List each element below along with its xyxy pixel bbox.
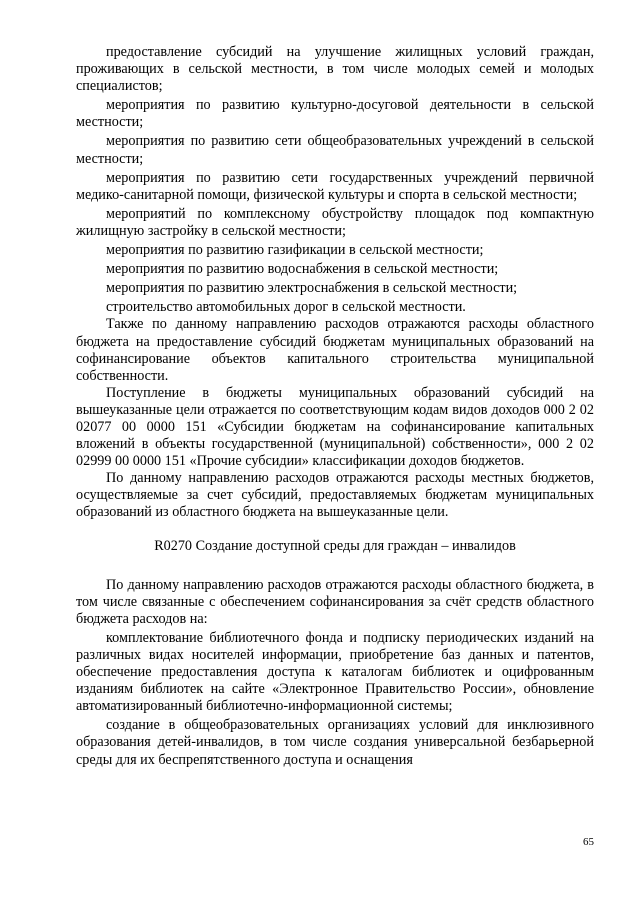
paragraph-housing-sites: мероприятий по комплексному обустройству площадок под компактную жилищную застройку в сельской местности; (76, 205, 594, 239)
paragraph-local-budgets: По данному направлению расходов отражаются расходы местных бюджетов, осуществляемые за счет субсидий, предоставляемых бюджетам муниципальных образований из областного бюджета на вышеуказанные цели. (76, 470, 594, 521)
paragraph-inclusive-education: создание в общеобразовательных организациях условий для инклюзивного образования детей-инвалидов, в том числе создания универсальной безбарьерной среды для их беспрепятственного доступа и оснащения (76, 717, 594, 768)
paragraph-library-fund: комплектование библиотечного фонда и подписку периодических изданий на различных видах носителей информации, приобретение баз данных и патентов, обеспечение предоставления доступа к каталогам библиотек и оцифрованным изданиям библиотек на сайте «Электронное Правительство России», обновление автоматизированный библиотечно-информационной системы; (76, 629, 594, 715)
paragraph-cultural-leisure: мероприятия по развитию культурно-досуговой деятельности в сельской местности; (76, 97, 594, 131)
section-heading: R0270 Создание доступной среды для граждан – инвалидов (154, 537, 516, 554)
paragraph-roads: строительство автомобильных дорог в сельской местности. (106, 299, 466, 316)
document-body (76, 44, 594, 769)
paragraph-medical-sports: мероприятия по развитию сети государственных учреждений первичной медико-санитарной помощи, физической культуры и спорта в сельской местности; (76, 169, 594, 203)
paragraph-schools: мероприятия по развитию сети общеобразовательных учреждений в сельской местности; (76, 133, 594, 167)
paragraph-income-codes: Поступление в бюджеты муниципальных образований субсидий на вышеуказанные цели отражается по соответствующим кодам видов доходов 000 2 02 02077 00 0000 151 «Субсидии бюджетам на софинансирование капитальных вложений в объекты государственной (муниципальной) собственности», 000 2 02 02999 00 0000 151 «Прочие субсидии» классификации доходов бюджетов. (76, 384, 594, 470)
paragraph-electricity: мероприятия по развитию электроснабжения в сельской местности; (106, 280, 518, 297)
paragraph-gasification: мероприятия по развитию газификации в сельской местности; (106, 242, 484, 259)
paragraph-regional-subsidies: Также по данному направлению расходов отражаются расходы областного бюджета на предоставление субсидий бюджетам муниципальных образований на софинансирование объектов капитального строительства муниципальной собственности. (76, 316, 594, 384)
paragraph-water-supply: мероприятия по развитию водоснабжения в сельской местности; (106, 261, 499, 278)
page-number: 65 (583, 836, 594, 848)
paragraph-housing-subsidies: предоставление субсидий на улучшение жилищных условий граждан, проживающих в сельской местности, в том числе молодых семей и молодых специалистов; (76, 44, 594, 95)
paragraph-accessible-env-intro: По данному направлению расходов отражаются расходы областного бюджета, в том числе связанные с обеспечением софинансирования за счёт средств областного бюджета расходов на: (76, 576, 594, 627)
